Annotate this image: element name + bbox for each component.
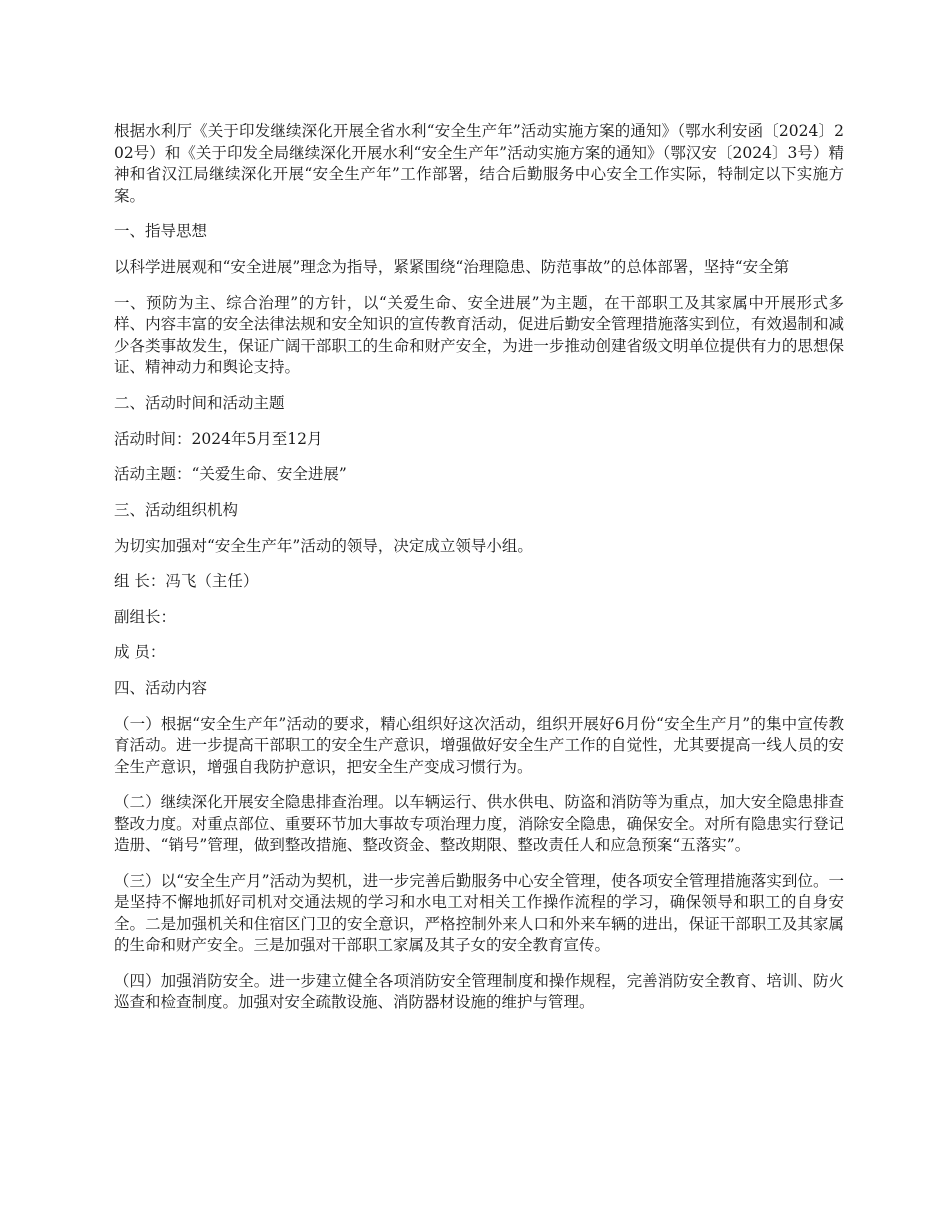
document-body [114, 121, 844, 1028]
group-leader-line: 组 长：冯飞（主任） [114, 572, 259, 590]
activity-item-1: （一）根据“安全生产年”活动的要求，精心组织好这次活动，组织开展好6月份“安全生产月”的集中宣传教育活动。进一步提高干部职工的安全生产意识，增强做好安全生产工作的自觉性，尤其要提高一线人员的安全生产意识，增强自我防护意识，把安全生产变成习惯行为。 [114, 714, 844, 776]
activity-time-line: 活动时间：2024年5月至12月 [114, 429, 323, 448]
paragraph-guiding-ideology-continued: 一、预防为主、综合治理”的方针，以“关爱生命、安全进展”为主题，在干部职工及其家属中开展形式多样、内容丰富的安全法律法规和安全知识的宣传教育活动，促进后勤安全管理措施落实到位，有效遏制和减少各类事故发生，保证广阔干部职工的生命和财产安全，为进一步推动创建省级文明单位提供有力的思想保证、精神动力和舆论支持。 [114, 293, 844, 376]
section-heading-activity-content: 四、活动内容 [114, 678, 208, 697]
deputy-leader-line: 副组长： [114, 607, 177, 626]
intro-paragraph: 根据水利厅《关于印发继续深化开展全省水利“安全生产年”活动实施方案的通知》（鄂水利安函〔2024〕202号）和《关于印发全局继续深化开展水利“安全生产年”活动实施方案的通知》（鄂汉安〔2024〕3号）精神和省汉江局继续深化开展“安全生产年”工作部署，结合后勤服务中心安全工作实际，特制定以下实施方案。 [114, 122, 844, 205]
paragraph-leadership-group: 为切实加强对“安全生产年”活动的领导，决定成立领导小组。 [114, 536, 533, 555]
activity-theme-line: 活动主题：“关爱生命、安全进展” [114, 465, 347, 483]
paragraph-guiding-ideology: 以科学进展观和“安全进展”理念为指导，紧紧围绕“治理隐患、防范事故”的总体部署，坚持“安全第 [114, 258, 790, 276]
activity-item-3: （三）以“安全生产月”活动为契机，进一步完善后勤服务中心安全管理，使各项安全管理措施落实到位。一是坚持不懈地抓好司机对交通法规的学习和水电工对相关工作操作流程的学习，确保领导和职工的自身安全。二是加强机关和住宿区门卫的安全意识，严格控制外来人口和外来车辆的进出，保证干部职工及其家属的生命和财产安全。三是加强对干部职工家属及其子女的安全教育宣传。 [114, 871, 844, 954]
activity-item-2: （二）继续深化开展安全隐患排查治理。以车辆运行、供水供电、防盗和消防等为重点，加大安全隐患排查整改力度。对重点部位、重要环节加大事故专项治理力度，消除安全隐患，确保安全。对所有隐患实行登记造册、“销号”管理，做到整改措施、整改资金、整改期限、整改责任人和应急预案“五落实”。 [114, 793, 844, 854]
members-line: 成 员： [114, 643, 166, 661]
section-heading-organization: 三、活动组织机构 [114, 500, 239, 519]
section-heading-guiding-ideology: 一、指导思想 [114, 222, 208, 240]
activity-item-4: （四）加强消防安全。进一步建立健全各项消防安全管理制度和操作规程，完善消防安全教育、培训、防火巡查和检查制度。加强对安全疏散设施、消防器材设施的维护与管理。 [114, 971, 844, 1011]
section-heading-time-and-theme: 二、活动时间和活动主题 [114, 393, 285, 412]
